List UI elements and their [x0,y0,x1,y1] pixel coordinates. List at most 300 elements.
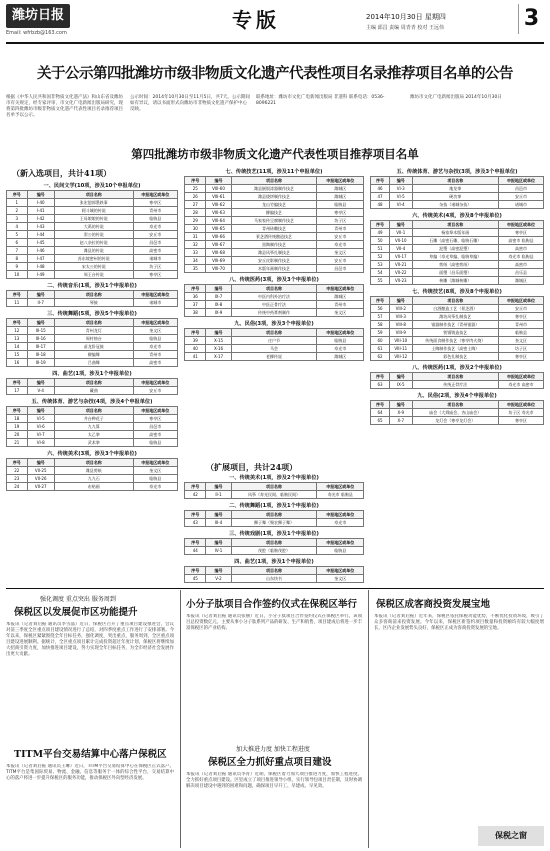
table-header-row [185,539,364,547]
table-row [185,301,364,309]
table-row [371,381,544,389]
table-row [185,209,364,217]
table-cell: 寿光市 高密市 [499,381,544,389]
table-cell: VIII-67 [206,241,231,249]
table-row [7,431,178,439]
table-cell: 潍县风筝扎制技艺 [231,249,317,257]
new-entries-title: （新入选项目，共计41项） [12,168,112,178]
table-cell: 坊子区 寿光市 [499,409,544,417]
column-header: 申报地区或单位 [317,539,364,547]
table-row [7,387,178,395]
news-body-3: 本报讯（记者刘启振 通讯员张丽）近日，小分子肽项目合作签约仪式在保税区举行。该项目总投资数亿元，主要从事小分子肽系列产品的研发、生产和销售，项目建成后将进一步丰富保税区的产业结构。 [186,614,362,632]
table-cell: 高密市 [499,261,544,269]
table-cell: 33 [185,249,206,257]
column-header: 编号 [206,483,231,491]
table-cell: VIII-63 [206,209,231,217]
category-heading: 二、传统舞蹈(1项，涉及1个申报单位) [229,503,319,509]
table-cell: II-7 [27,299,54,307]
table-cell: 安丘市 [317,257,364,265]
nomination-table [370,400,544,425]
table-cell: 55 [371,277,390,285]
table-cell: 14 [7,343,28,351]
table-cell: 奎文区 [133,467,177,475]
table-cell: 奎文区 [133,327,177,335]
table-cell: III-18 [27,351,54,359]
table-row [7,475,178,483]
masthead [6,4,544,38]
table-cell: 土陶制作技艺（高密土陶） [412,345,499,353]
table-header-row [7,319,178,327]
table-header-row [7,379,178,387]
table-row [185,575,364,583]
table-cell: 32 [185,241,206,249]
table-cell: 临朐县 [133,335,177,343]
table-row [185,257,364,265]
table-cell: VI-3 [390,185,412,193]
table-cell: 寿光市 [133,223,177,231]
table-cell: 30 [185,225,206,233]
table-cell: 地龙拳 [412,185,499,193]
table-cell: 传统正骨疗法 [412,381,499,389]
table-row [7,351,178,359]
table-cell: I-41 [27,207,54,215]
column-header: 序号 [185,329,206,337]
table-cell: 诸城市 [133,255,177,263]
table-cell: 54 [371,269,390,277]
table-cell: 苗龙卧冠鼓 [54,343,133,351]
column-header: 序号 [7,379,28,387]
table-row [371,321,544,329]
table-cell: 高密市 [133,359,177,367]
table-cell: III-15 [27,327,54,335]
table-cell: 安丘市 [499,305,544,313]
table-cell: 琴鼓 [54,299,133,307]
table-row [185,309,364,317]
column-header: 申报地区或单位 [133,291,177,299]
table-cell: 剪纸（高密剪纸） [412,261,499,269]
category-heading: 七、传统技艺(11项，涉及11个申报单位) [225,169,323,175]
table-cell: 杂技（诸城杂技） [412,201,499,209]
table-cell: VI-6 [27,423,54,431]
table-cell: X-15 [206,337,231,345]
table-cell: 茂腔（临朐茂腔） [231,547,317,555]
table-cell: 安丘市 [499,193,544,201]
table-cell: 奎文区 [317,309,364,317]
table-cell: 50 [371,237,390,245]
column-header: 编号 [27,379,54,387]
table-cell: 潍坊风筝扎制技艺 [412,313,499,321]
table-cell: 潍县嵌银漆器制作技艺 [231,185,317,193]
table-cell: 23 [7,475,28,483]
column-header: 编号 [206,511,231,519]
column-header: 项目名称 [54,379,133,387]
main-headline: 关于公示第四批潍坊市级非物质文化遗产代表性项目名录推荐项目名单的公告 [37,65,513,82]
table-cell: I-48 [27,263,54,271]
nomination-table [184,176,364,273]
table-cell: 诸城市 [499,201,544,209]
table-cell: III-4 [206,519,231,527]
category-heading: 五、传统体育、游艺与杂技(3项，涉及3个申报单位) [396,169,518,175]
table-cell: VII-27 [27,483,54,491]
table-cell: 中医内科外治疗法 [231,293,317,301]
column-header: 项目名称 [231,177,317,185]
table-cell: 58 [371,321,390,329]
column-header: 序号 [185,177,206,185]
category-heading: 八、传统医药(1项，涉及2个申报单位) [412,365,502,371]
column-header: 序号 [371,401,390,409]
page-number: 3 [518,4,544,34]
table-cell: 17 [7,387,28,395]
column-header: 序号 [185,567,206,575]
column-header: 序号 [7,191,28,199]
table-cell: I-46 [27,247,54,255]
table-cell: 奎文区 [317,249,364,257]
table-cell: III-19 [27,359,54,367]
table-cell: 20 [7,431,28,439]
column-header: 申报地区或单位 [499,177,544,185]
table-cell: 寿光市 [317,519,364,527]
table-cell: VII-10 [390,237,412,245]
table-cell: 15 [7,351,28,359]
news-title-2: TITM平台交易结算中心落户保税区 [14,749,167,760]
table-cell: 高密市 [499,245,544,253]
column-header: 项目名称 [412,297,499,305]
table-cell: 狮子舞（聚农狮子舞） [231,519,317,527]
nomination-table [6,378,178,395]
table-cell: 奎文区 [317,575,364,583]
table-cell: 8 [7,255,28,263]
table-row [185,519,364,527]
column-header: 项目名称 [231,285,317,293]
table-cell: 青州市 [133,351,177,359]
table-cell: 藏曲 [54,387,133,395]
table-cell: 56 [371,305,390,313]
column-header: 编号 [206,329,231,337]
column-header: 序号 [7,319,28,327]
table-row [7,215,178,223]
table-cell: 10 [7,271,28,279]
table-cell: 51 [371,245,390,253]
column-header: 编号 [390,221,412,229]
table-header-row [7,291,178,299]
table-cell: 寿光市 [133,483,177,491]
nomination-table [6,290,178,307]
table-cell: 周村烛台 [54,335,133,343]
table-cell: 铁锅铸造技艺 [412,329,499,337]
table-cell: 13 [7,335,28,343]
table-cell: 寒亭区 [499,353,544,361]
table-cell: 48 [371,201,390,209]
table-cell: 银器制作技艺（青州银器） [412,321,499,329]
table-header-row [371,401,544,409]
table-header-row [185,483,364,491]
table-row [185,353,364,361]
column-header: 申报地区或单位 [317,329,364,337]
nomination-table [370,176,544,209]
table-header-row [185,285,364,293]
table-cell: 传统面食制作技艺（寒亭肉火烧） [412,337,499,345]
category-heading: 九、民俗(3项，涉及3个申报单位) [234,321,314,327]
table-cell: 25 [185,185,206,193]
category-heading: 一、民间文学(10项，涉及10个申报单位) [43,183,141,189]
table-row [185,193,364,201]
category-heading: 一、传统美术(1项，涉及2个申报单位) [229,475,319,481]
news-body-5: 本报讯（记者刘启振）近年来，保税区依托保税功能优势，不断优化投资环境，吸引了众多客商前来投资发展。今年以来，保税区新签约项目数量和投资额均有较大幅度增长，区内企业发展势头良好，保税区正成为客商投资发展的宝地。 [374,614,544,632]
table-cell: 安丘市 [133,387,177,395]
table-cell: 潍城区 [317,353,364,361]
editor-credits: 主编 邱昌 责编 周青青 校对 王远伟 [366,25,444,31]
table-header-row [371,373,544,381]
table-cell: 寒亭区 [317,209,364,217]
table-cell: 风筝（寿光民间、临朐民间） [231,491,317,499]
intro-paragraph-2: 公示时间：2014年10月30日至11月5日，共7天。公示期间如有异议，请以书面形式向潍坊市非物质文化遗产保护中心反映。 [130,95,250,112]
table-cell: 41 [185,353,206,361]
table-cell: 泥塑（高密泥塑） [412,245,499,253]
table-cell: I-42 [27,215,54,223]
table-cell: VIII-65 [206,225,231,233]
table-cell: 潍城区 [317,193,364,201]
table-row [371,305,544,313]
table-cell: 潍城区 [317,185,364,193]
table-row [185,249,364,257]
column-header: 序号 [185,511,206,519]
table-row [371,409,544,417]
section-corner-label: 保税之窗 [478,826,544,846]
category-heading: 九、民俗(2项，涉及4个申报单位) [417,393,497,399]
column-header: 序号 [185,285,206,293]
table-row [7,299,178,307]
table-cell: 布贴画 [54,483,133,491]
column-header: 编号 [27,291,54,299]
column-header: 编号 [206,567,231,575]
column-header: 申报地区或单位 [499,373,544,381]
table-cell: 黑陶制作技艺 [231,241,317,249]
table-header-row [371,297,544,305]
table-cell: 宋太公的传说 [54,263,133,271]
nomination-table [184,482,364,499]
table-row [371,237,544,245]
table-cell: X-9 [390,409,412,417]
table-row [185,225,364,233]
table-cell: 寿光市 [317,241,364,249]
column-header: 编号 [390,297,412,305]
table-cell: IX-7 [206,293,231,301]
table-cell: 9 [7,263,28,271]
table-cell: 1 [7,199,28,207]
column-header: 申报地区或单位 [317,567,364,575]
table-row [371,337,544,345]
intro-contact: 联系地址：潍坊市文化广电新闻出版局 非遗科 联系电话：0536-8096221 [256,95,385,106]
table-cell: 65 [371,417,390,425]
column-header: 项目名称 [412,177,499,185]
table-cell: I-43 [27,223,54,231]
table-cell: 43 [185,519,206,527]
table-cell: 寒亭区 [499,229,544,237]
column-header: 序号 [7,291,28,299]
table-row [185,241,364,249]
column-header: 申报地区或单位 [317,177,364,185]
column-header: 项目名称 [412,401,499,409]
table-header-row [371,177,544,185]
table-cell: 62 [371,353,390,361]
table-cell: 昌邑市 [317,265,364,273]
table-cell: 31 [185,233,206,241]
extended-entries-title: （扩展项目，共计24项） [206,462,298,472]
list-subheading: 第四批潍坊市级非物质文化遗产代表性项目推荐项目名单 [131,147,419,161]
table-cell: VIII-70 [206,265,231,273]
table-cell: VII-21 [390,261,412,269]
table-cell: VII-26 [27,475,54,483]
table-cell: VI-7 [27,431,54,439]
table-cell: 52 [371,253,390,261]
table-cell: 九九算 [54,423,133,431]
paper-logo: 潍坊日报 [6,4,70,28]
table-cell: 寿光市 [317,345,364,353]
table-cell: 临朐县 [499,329,544,337]
table-cell: 青州市 [317,301,364,309]
table-row [185,293,364,301]
intro-signature: 潍坊市文化广电新闻出版局 2014年10月30日 [410,95,502,100]
table-cell: 潍城区 [499,277,544,285]
bottom-section-rule [6,588,544,589]
table-cell: VI-5 [27,415,54,423]
table-cell: 寿光市 临朐县 [499,253,544,261]
column-header: 项目名称 [54,319,133,327]
column-header: 项目名称 [54,291,133,299]
column-header: 序号 [371,221,390,229]
table-header-row [185,329,364,337]
table-cell: 昌邑市 [499,185,544,193]
category-heading: 八、传统医药(3项，涉及3个申报单位) [229,277,319,283]
table-row [7,207,178,215]
table-cell: 青州龙灯 [54,327,133,335]
table-cell: 吕曲舞 [54,359,133,367]
table-cell: 临朐县 [133,215,177,223]
table-row [371,277,544,285]
category-heading: 六、传统美术(3项，涉及3个申报单位) [47,451,137,457]
table-cell: 彩色扎制技艺 [412,353,499,361]
column-header: 项目名称 [231,567,317,575]
table-cell: 赵八杂拉的传说 [54,239,133,247]
column-header: 编号 [27,459,54,467]
column-header: 申报地区或单位 [499,401,544,409]
nomination-table [6,458,178,491]
table-cell: 2 [7,207,28,215]
table-cell: 高密市 临朐县 [499,237,544,245]
table-cell: 坊子区 [133,263,177,271]
table-cell: X-16 [206,345,231,353]
table-cell: 59 [371,329,390,337]
table-cell: 42 [185,491,206,499]
table-cell: 44 [185,547,206,555]
table-cell: 苏东坡密州的传说 [54,255,133,263]
table-cell: 高密市 [133,247,177,255]
table-cell: IV-1 [206,547,231,555]
news-kicker-1: 强化调度 重点突出 服务周到 [40,596,116,603]
table-cell: 传统中药膏剂制作 [231,309,317,317]
table-cell: 16 [7,359,28,367]
table-cell: 核雕（潍城核雕） [412,277,499,285]
table-cell: 40 [185,345,206,353]
table-cell: VIII-69 [206,257,231,265]
news-body-1: 本报讯（记者刘启振 通讯员李雪晶）近日，保税区召开了重点项目建设推进会，会议对前三季度全区重点项目建设情况进行了总结，对四季度重点工作进行了安排部署。今年以来，保税区紧紧围绕全年目标任务，强化调度，突出重点，服务周到，全区重点项目建设进展顺利。据统计，全区重点项目累计完成投资超过年度计划，保税区将继续加大招商引资力度，加快推进项目建设，努力实现全年目标任务，为全市经济社会发展作出更大贡献。 [6,622,174,658]
news-title-4: 保税区全力抓好重点项目建设 [208,757,332,768]
column-header: 编号 [390,177,412,185]
table-cell: 硬功拳 [412,193,499,201]
column-header: 项目名称 [54,407,133,415]
table-cell: 坊子区 [317,217,364,225]
table-row [7,223,178,231]
table-cell: 安丘市 [133,231,177,239]
table-row [371,261,544,269]
table-row [371,345,544,353]
table-cell: 47 [371,193,390,201]
column-header: 项目名称 [231,511,317,519]
table-cell: X-17 [206,353,231,361]
table-cell: VII-4 [390,245,412,253]
table-cell: 昌邑市 [133,239,177,247]
nomination-table [370,372,544,389]
table-cell: 寒亭区 [133,415,177,423]
table-cell: VII-23 [390,277,412,285]
paper-email: Email: wfrbzb@163.com [6,30,67,36]
table-cell: 青州市 [133,207,177,215]
column-header: 项目名称 [412,221,499,229]
table-cell: 青州市 [499,321,544,329]
table-row [7,423,178,431]
column-header: 序号 [7,459,28,467]
table-cell: 29 [185,217,206,225]
column-header: 申报地区或单位 [499,221,544,229]
table-cell: 寒亭区 [499,417,544,425]
table-cell: X-7 [390,417,412,425]
table-cell: 安丘市 [317,233,364,241]
table-cell: 28 [185,209,206,217]
table-row [7,327,178,335]
table-cell: 龙灯会（寒亭龙灯会） [412,417,499,425]
table-row [371,253,544,261]
table-cell: VIII-10 [390,337,412,345]
category-heading: 六、传统美术(4项，涉及8个申报单位) [412,213,502,219]
table-cell: 庙会（大舜庙会、杏山庙会） [412,409,499,417]
table-row [185,337,364,345]
table-cell: 寒亭区 [133,199,177,207]
column-header: 编号 [27,191,54,199]
table-row [7,439,178,447]
table-row [7,271,178,279]
table-cell: 坊子区 [499,345,544,353]
table-cell: 庄户节 [231,337,317,345]
column-header: 申报地区或单位 [133,407,177,415]
table-cell: 寒亭区 [133,271,177,279]
table-cell: VIII-61 [206,193,231,201]
table-cell: 38 [185,309,206,317]
table-cell: 34 [185,257,206,265]
table-cell: I-45 [27,239,54,247]
category-heading: 二、传统音乐(1项，涉及1个申报单位) [47,283,137,289]
table-cell: 面塑（昌乐面塑） [412,269,499,277]
table-cell: 11 [7,299,28,307]
table-cell: 老柳传说 [231,353,317,361]
table-cell: 49 [371,229,390,237]
table-cell: VII-17 [390,253,412,261]
table-cell: 22 [7,467,28,475]
table-cell: 临朐县 [133,475,177,483]
table-row [7,255,178,263]
nomination-table [6,318,178,367]
table-cell: I-44 [27,231,54,239]
table-row [371,193,544,201]
